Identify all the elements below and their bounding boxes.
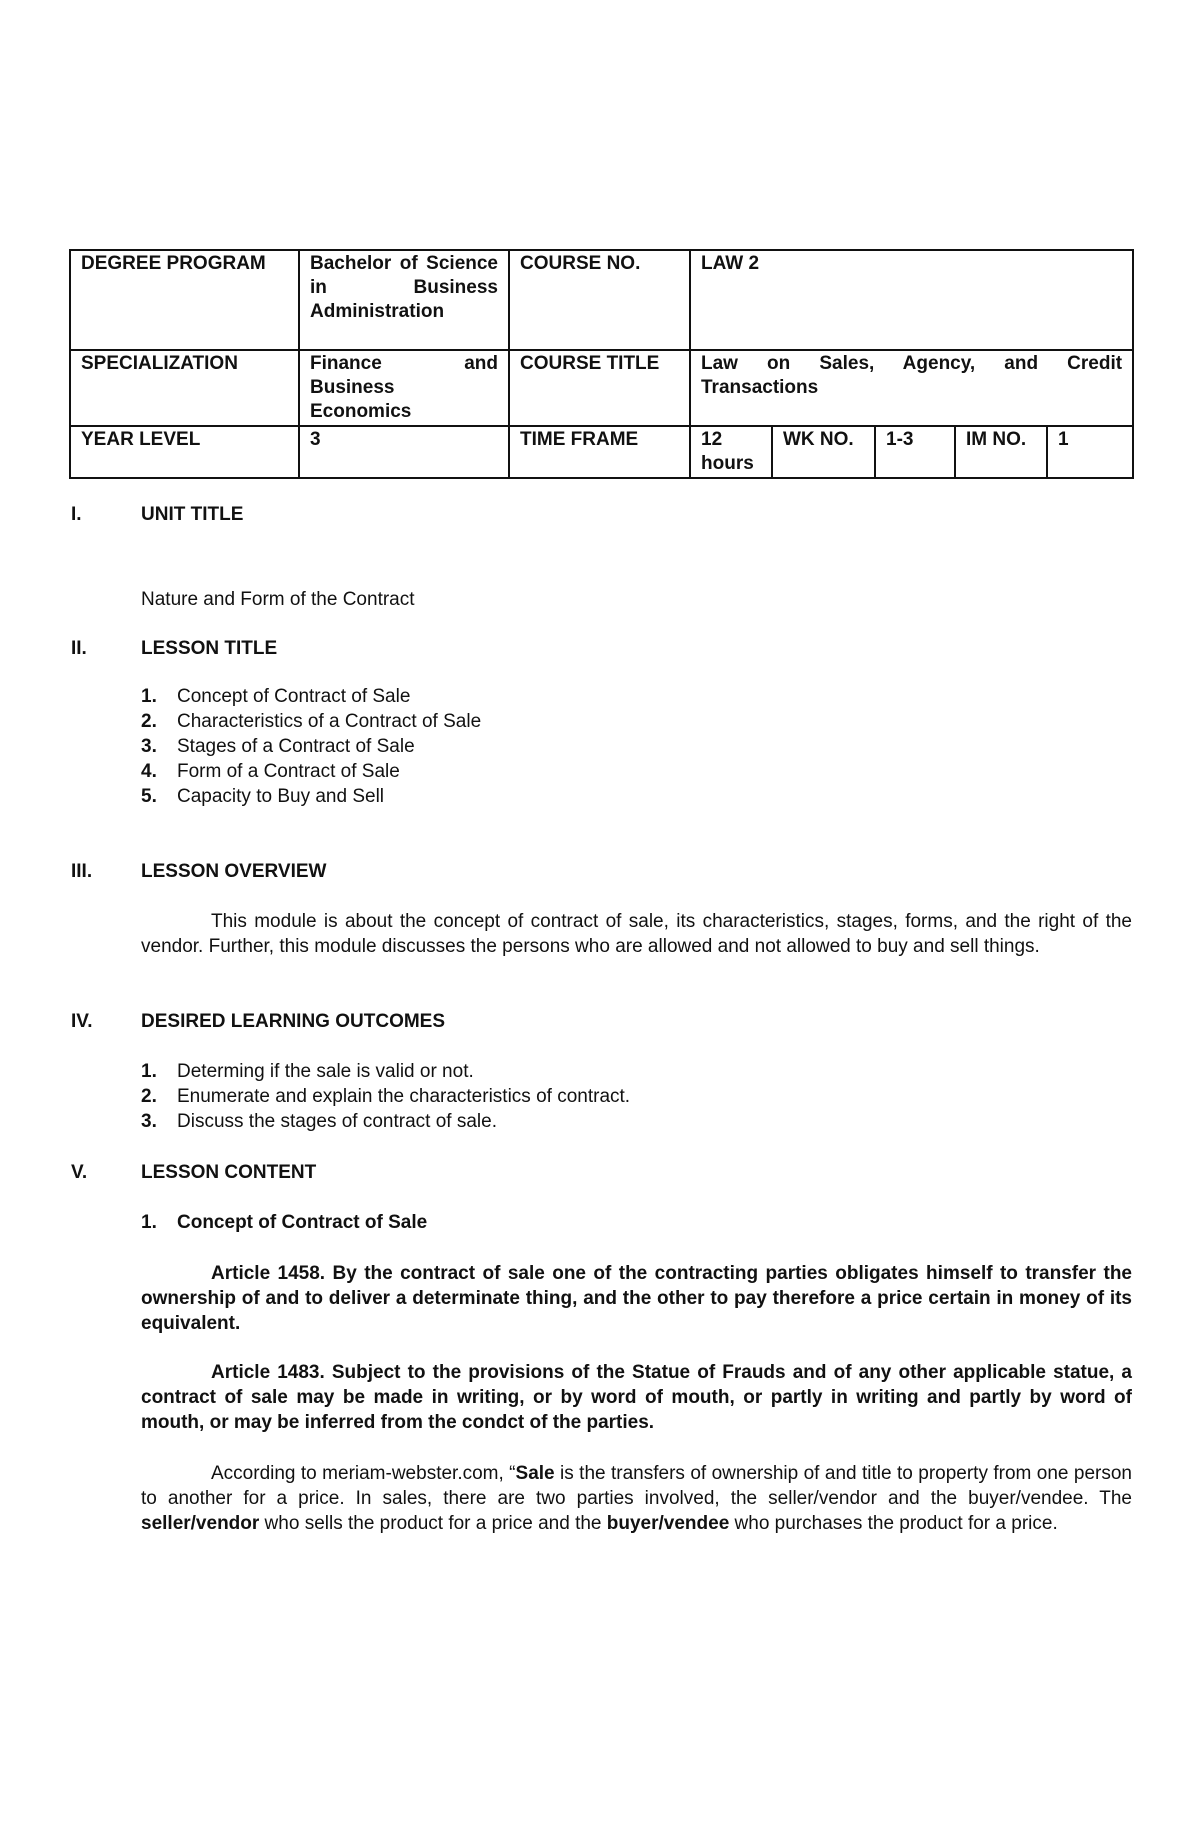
course-info-table — [69, 249, 1134, 479]
unit-title-text: Nature and Form of the Contract — [141, 589, 415, 610]
specialization-value: Finance and Business Economics — [299, 350, 509, 426]
degree-program-value: Bachelor of Science in Business Administration — [299, 250, 509, 350]
section-numeral: II. — [71, 638, 87, 659]
course-title-value: Law on Sales, Agency, and Credit Transactions — [690, 350, 1133, 426]
list-item: 5. Capacity to Buy and Sell — [141, 786, 385, 807]
list-item: 2. Enumerate and explain the characteristics of contract. — [141, 1086, 631, 1107]
wk-no-value: 1-3 — [875, 426, 955, 478]
year-level-label: YEAR LEVEL — [70, 426, 299, 478]
list-item: 4. Form of a Contract of Sale — [141, 761, 400, 782]
term-buyer-vendee: buyer/vendee — [606, 1513, 730, 1534]
section-heading: LESSON TITLE — [141, 638, 278, 659]
article-1483: Article 1483. Subject to the provisions of the Statue of Frauds and of any other applicable statue, a contract of sale may be made in writing, or by word of mouth, or partly in writing and partly by word of mouth, or may be inferred from the condct of the parties. — [141, 1362, 1132, 1433]
section-heading: UNIT TITLE — [141, 504, 244, 525]
list-item: 1. Concept of Contract of Sale — [141, 686, 411, 707]
list-item: 2. Characteristics of a Contract of Sale — [141, 711, 482, 732]
section-heading: LESSON CONTENT — [141, 1162, 317, 1183]
course-no-label: COURSE NO. — [509, 250, 690, 350]
degree-program-label: DEGREE PROGRAM — [70, 250, 299, 350]
im-no-label: IM NO. — [955, 426, 1047, 478]
course-no-value: LAW 2 — [690, 250, 1133, 350]
specialization-label: SPECIALIZATION — [70, 350, 299, 426]
overview-paragraph: This module is about the concept of contract of sale, its characteristics, stages, forms, and the right of the vendor. Further, this module discusses the persons who are allowed and not allowed to buy and sell things. — [141, 911, 1132, 957]
year-level-value: 3 — [299, 426, 509, 478]
section-numeral: I. — [71, 504, 82, 525]
list-item: 1. Determing if the sale is valid or not. — [141, 1061, 474, 1082]
content-subheading: 1. Concept of Contract of Sale — [141, 1212, 428, 1233]
term-seller-vendor: seller/vendor — [141, 1513, 260, 1534]
section-heading: LESSON OVERVIEW — [141, 861, 327, 882]
article-1458: Article 1458. By the contract of sale one of the contracting parties obligates himself to transfer the ownership of and to deliver a determinate thing, and the other to pay therefore a price certain in money of its equivalent. — [141, 1263, 1132, 1334]
section-numeral: III. — [71, 861, 93, 882]
sale-definition-paragraph: According to meriam-webster.com, “Sale is the transfers of ownership of and title to property from one person to another for a price. In sales, there are two parties involved, the seller/vendor and the buyer/vendee. The seller/vendor who sells the product for a price and the buyer/vendee who purchases the product for a price. — [141, 1463, 1133, 1534]
wk-no-label: WK NO. — [772, 426, 875, 478]
course-title-label: COURSE TITLE — [509, 350, 690, 426]
lesson-title-list — [141, 684, 481, 809]
im-no-value: 1 — [1047, 426, 1133, 478]
list-item: 3. Discuss the stages of contract of sale. — [141, 1111, 497, 1132]
section-heading: DESIRED LEARNING OUTCOMES — [141, 1011, 446, 1032]
learning-outcomes-list — [141, 1059, 630, 1134]
section-numeral: IV. — [71, 1011, 93, 1032]
list-item: 3. Stages of a Contract of Sale — [141, 736, 415, 757]
section-numeral: V. — [71, 1162, 88, 1183]
time-frame-value: 12 hours — [690, 426, 772, 478]
time-frame-label: TIME FRAME — [509, 426, 690, 478]
term-sale: Sale — [515, 1463, 555, 1484]
